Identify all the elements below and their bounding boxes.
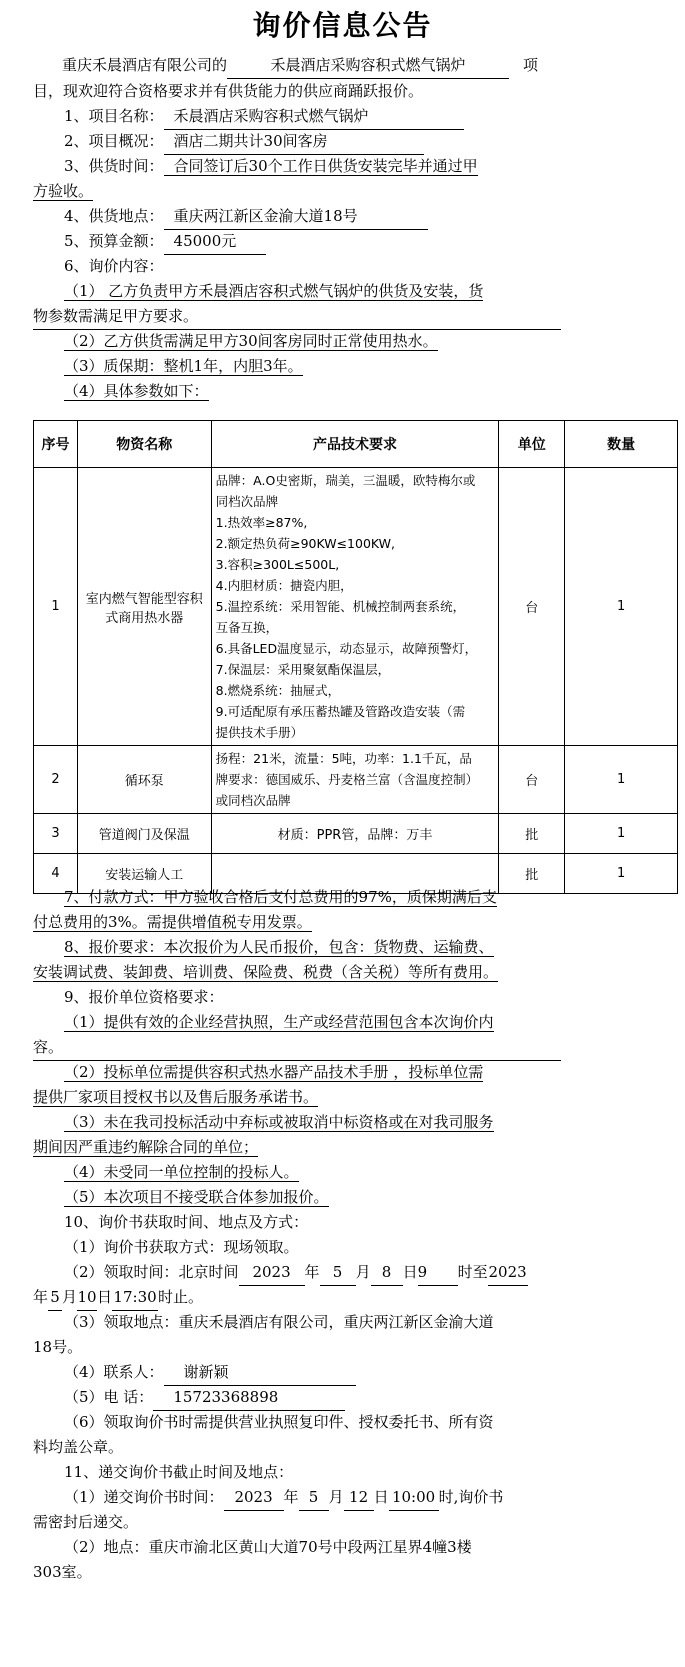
item-3-cont: 方验收。 [33,182,94,200]
item-2: 2、项目概况： 酒店二期共计30间客房 [64,128,424,155]
table-row [34,814,678,854]
row-unit: 批 [499,854,565,894]
row-unit: 台 [499,468,565,746]
table-header-row [34,421,678,468]
item-6-4: （4）具体参数如下： [64,382,209,400]
project-name-field: 禾晨酒店采购容积式燃气锅炉 [227,52,509,79]
term-8-cont: 安装调试费、装卸费、培训费、保险费、税费（含关税）等所有费用。 [33,963,499,981]
row-no: 1 [34,468,78,746]
header-name: 物资名称 [77,421,211,468]
item-1: 1、项目名称： 禾晨酒店采购容积式燃气锅炉 [64,103,464,130]
term-11-2: （2）地点：重庆市渝北区黄山大道70号中段两江星界4幢3楼 [64,1538,472,1556]
term-9-3-cont: 期间因严重违约解除合同的单位； [33,1138,259,1156]
term-10-6: （6）领取询价书时需提供营业执照复印件、授权委托书、所有资 [64,1413,494,1431]
term-10-5: （5）电 话： 15723368898 [64,1384,345,1411]
term-7-cont: 付总费用的3%。需提供增值税专用发票。 [33,913,312,931]
page-title: 询价信息公告 [252,9,433,42]
row-name: 室内燃气智能型容积式商用热水器 [77,468,211,746]
item-6-1-cont: 物参数需满足甲方要求。 [33,303,561,330]
item-3: 3、供货时间： 合同签订后30个工作日供货安装完毕并通过甲 [64,157,478,175]
row-qty: 1 [565,746,678,814]
item-6-1: （1） 乙方负责甲方禾晨酒店容积式燃气锅炉的供货及安装，货 [64,282,484,300]
row-qty: 1 [565,814,678,854]
item-6: 6、询价内容： [64,257,164,275]
header-unit: 单位 [499,421,565,468]
item-6-2: （2）乙方供货需满足甲方30间客房同时正常使用热水。 [64,332,438,350]
row-no: 2 [34,746,78,814]
row-name: 安装运输人工 [77,854,211,894]
term-10-4: （4）联系人： 谢新颖 [64,1359,356,1386]
term-10-6-cont: 料均盖公章。 [33,1438,124,1456]
term-10-1: （1）询价书获取方式：现场领取。 [64,1238,299,1256]
term-10: 10、询价书获取时间、地点及方式： [64,1213,309,1231]
term-9-1: （1）提供有效的企业经营执照，生产或经营范围包含本次询价内 [64,1013,494,1031]
term-9-2-cont: 提供厂家项目授权书以及售后服务承诺书。 [33,1088,319,1106]
term-10-3: （3）领取地点：重庆禾晨酒店有限公司，重庆两江新区金渝大道 [64,1313,494,1331]
term-7: 7、付款方式：甲方验收合格后支付总费用的97%，质保期满后支 [64,888,497,906]
table-row [34,468,678,746]
term-8: 8、报价要求：本次报价为人民币报价，包含：货物费、运输费、 [64,938,494,956]
row-no: 4 [34,854,78,894]
header-qty: 数量 [565,421,678,468]
term-9-2: （2）投标单位需提供容积式热水器产品技术手册 ，投标单位需 [64,1063,484,1081]
row-unit: 批 [499,814,565,854]
intro-line-2: 目，现欢迎符合资格要求并有供货能力的供应商踊跃报价。 [33,82,424,100]
term-11-2-cont: 303室。 [33,1563,92,1581]
term-10-3-cont: 18号。 [33,1338,83,1356]
item-6-3: （3）质保期：整机1年，内胆3年。 [64,357,303,375]
header-no: 序号 [34,421,78,468]
term-10-2-cont: 年 5 月10日17:30时止。 [33,1284,203,1311]
term-9-3: （3）未在我司投标活动中弃标或被取消中标资格或在对我司服务 [64,1113,494,1131]
term-11-1-cont: 需密封后递交。 [33,1513,139,1531]
row-qty: 1 [565,468,678,746]
row-unit: 台 [499,746,565,814]
row-name: 循环泵 [77,746,211,814]
term-10-2: （2）领取时间：北京时间 2023 年 5 月 8 日9 时至2023 [64,1259,528,1286]
contact-name: 谢新颖 [164,1359,356,1386]
term-9-1-cont: 容。 [33,1034,561,1061]
intro-line-1: 重庆禾晨酒店有限公司的 禾晨酒店采购容积式燃气锅炉 项 [62,52,538,79]
row-requirement: 品牌：A.O史密斯，瑞美，三温暖，欧特梅尔或 同档次品牌 1.热效率≥87%, 2.额定热负荷≥90KW≤100KW, 3.容积≥300L≤500L, 4.内胆材质：搪瓷内胆， 5.温控系统：采用智能、机械控制两套系统， 互备互换， 6.具备LED温度显示，动态显示，故障预警灯， 7.保温层：采用聚氨酯保温层， 8.燃烧系统：抽屉式， 9.可适配原有承压蓄热罐及管路改造安装（需 提供技术手册） [211,468,499,746]
row-requirement: 材质：PPR管，品牌：万丰 [211,814,499,854]
term-9-5: （5）本次项目不接受联合体参加报价。 [64,1188,329,1206]
item-5: 5、预算金额： 45000元 [64,228,266,255]
row-no: 3 [34,814,78,854]
row-qty: 1 [565,854,678,894]
term-9: 9、报价单位资格要求： [64,988,224,1006]
row-requirement: 扬程：21米，流量：5吨，功率：1.1千瓦，品 牌要求：德国威乐、丹麦格兰富（含温度控制） 或同档次品牌 [211,746,499,814]
term-11-1: （1）递交询价书时间： 2023 年 5 月 12 日 10:00 时,询价书 [64,1484,503,1511]
header-requirement: 产品技术要求 [211,421,499,468]
term-9-4: （4）未受同一单位控制的投标人。 [64,1163,299,1181]
term-11: 11、递交询价书截止时间及地点： [64,1463,294,1481]
contact-phone: 15723368898 [153,1384,345,1411]
spec-table [33,420,678,894]
row-name: 管道阀门及保温 [77,814,211,854]
item-4: 4、供货地点： 重庆两江新区金渝大道18号 [64,203,428,230]
table-row [34,746,678,814]
